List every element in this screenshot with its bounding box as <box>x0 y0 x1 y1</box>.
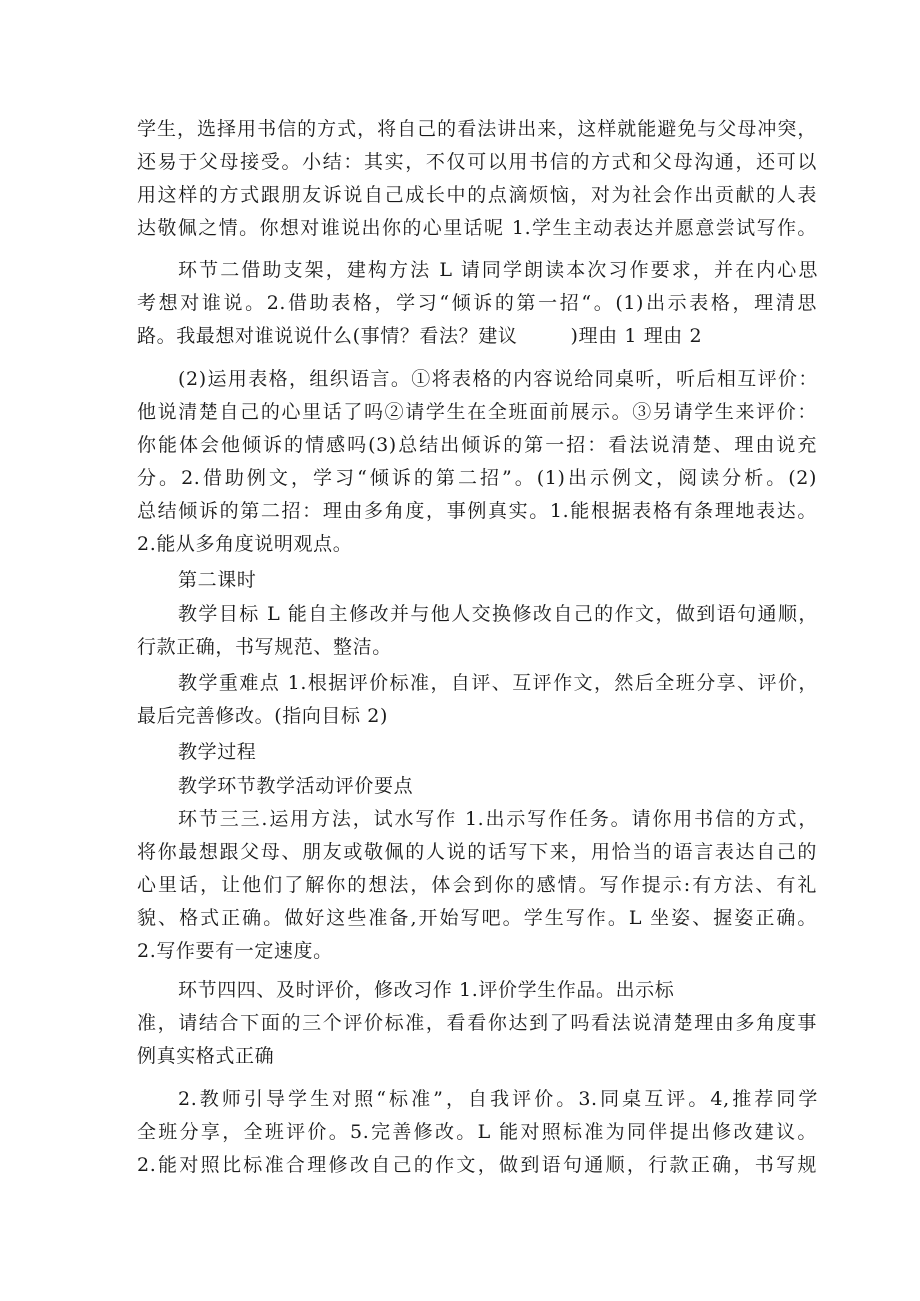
text-line: 2.能对照比标准合理修改自己的作文，做到语句通顺，行款正确，书写规 <box>137 1154 817 1176</box>
text-line: (2)运用表格，组织语言。①将表格的内容说给同桌听，听后相互评价： <box>178 368 818 390</box>
text-line: 例真实格式正确 <box>137 1045 275 1067</box>
text-line: 2.写作要有一定速度。 <box>137 940 333 962</box>
text-line: 环节四四、及时评价，修改习作 1.评价学生作品。出示标 <box>178 979 675 1001</box>
text-line: 教学重难点 1.根据评价标准，自评、互评作文，然后全班分享、评价， <box>178 672 818 694</box>
text-line: 还易于父母接受。小结：其实，不仅可以用书信的方式和父母沟通，还可以 <box>137 151 817 173</box>
text-line: 全班分享，全班评价。5.完善修改。L 能对照标准为同伴提出修改建议。 <box>137 1121 817 1143</box>
text-line: 达敬佩之情。你想对谁说出你的心里话呢 1.学生主动表达并愿意尝试写作。 <box>137 217 817 239</box>
text-line: 学生，选择用书信的方式，将自己的看法讲出来，这样就能避免与父母冲突， <box>137 118 817 140</box>
text-line: 将你最想跟父母、朋友或敬佩的人说的话写下来，用恰当的语言表达自己的 <box>137 841 817 863</box>
text-line: 2.能从多角度说明观点。 <box>137 533 353 555</box>
table-header-line: 教学环节教学活动评价要点 <box>178 775 414 797</box>
section-heading: 教学过程 <box>178 741 257 763</box>
text-line: 环节二借助支架，建构方法 L 请同学朗读本次习作要求，并在内心思 <box>178 259 818 281</box>
text-line: 考想对谁说。2.借助表格，学习“倾诉的第一招“。(1)出示表格，理清思 <box>137 292 817 314</box>
text-line: 2.教师引导学生对照“标准”，自我评价。3.同桌互评。4,推荐同学 <box>178 1088 818 1110</box>
text-line: 路。我最想对谁说说什么(事情？看法？建议 )理由 1 理由 2 <box>137 325 703 347</box>
section-heading: 第二课时 <box>178 569 257 591</box>
text-line: 心里话，让他们了解你的想法，体会到你的感情。写作提示:有方法、有礼 <box>137 874 817 896</box>
text-line: 准，请结合下面的三个评价标准，看看你达到了吗看法说清楚理由多角度事 <box>137 1012 817 1034</box>
text-line: 用这样的方式跟朋友诉说自己成长中的点滴烦恼，对为社会作出贡献的人表 <box>137 184 817 206</box>
text-line: 他说清楚自己的心里话了吗②请学生在全班面前展示。③另请学生来评价： <box>137 401 817 423</box>
text-line: 教学目标 L 能自主修改并与他人交换修改自己的作文，做到语句通顺， <box>178 603 818 625</box>
text-line: 行款正确，书写规范、整洁。 <box>137 636 392 658</box>
text-line: 环节三三.运用方法，试水写作 1.出示写作任务。请你用书信的方式， <box>178 808 818 830</box>
text-line: 最后完善修改。(指向目标 2) <box>137 705 388 727</box>
text-line: 总结倾诉的第二招：理由多角度，事例真实。1.能根据表格有条理地表达。 <box>137 500 817 522</box>
text-line: 分。2.借助例文，学习“倾诉的第二招”。(1)出示例文，阅读分析。(2) <box>137 467 817 489</box>
text-line: 你能体会他倾诉的情感吗(3)总结出倾诉的第一招：看法说清楚、理由说充 <box>137 434 817 456</box>
text-line: 貌、格式正确。做好这些准备,开始写吧。学生写作。L 坐姿、握姿正确。 <box>137 907 817 929</box>
